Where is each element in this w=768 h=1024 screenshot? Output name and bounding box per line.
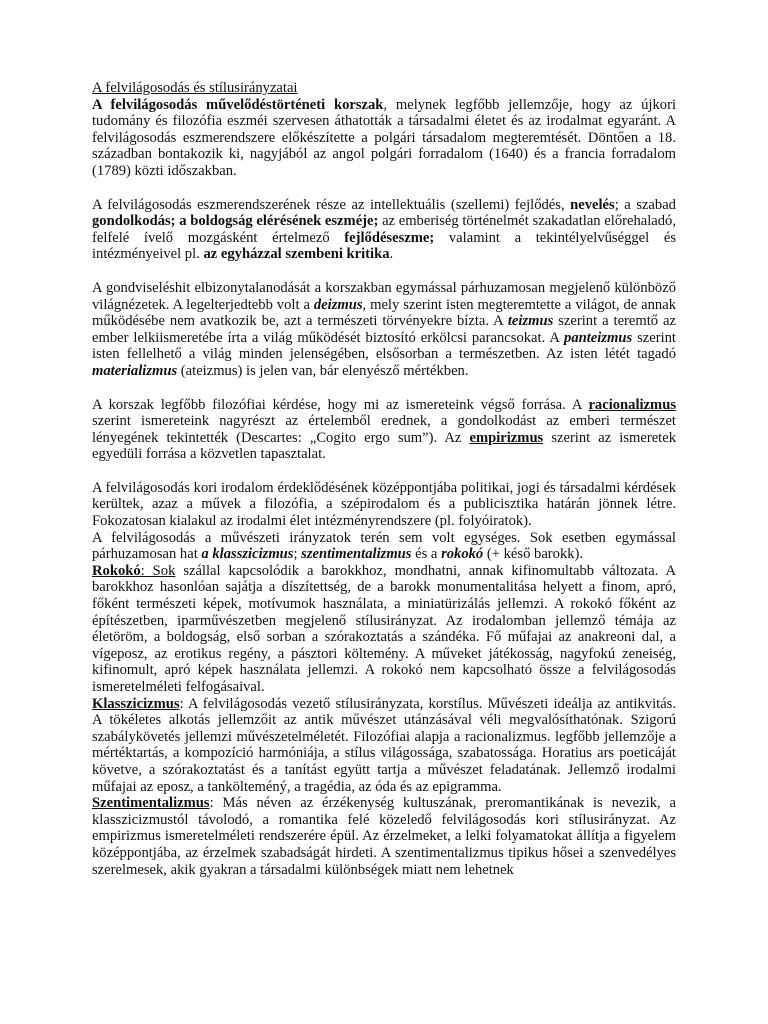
paragraph-ideas: A felvilágosodás eszmerendszerének része az intellektuális (szellemi) fejlődés, nevelés; a szabad gondolkodás; a boldogság elérésének eszméje; az emberiség történelmét szakadatlan előrehaladó, felfelé ívelő mozgásként értelmező fejlődéseszme; valamint a tekintélyelvűséggel és intézményeivel pl. az egyházzal szembeni kritika. — [92, 196, 677, 263]
paragraph-trends: A felvilágosodás a művészeti irányzatok terén sem volt egységes. Sok esetben egymással párhuzamosan hat a klasszicizmus; szentimentalizmus és a rokokó (+ késő barokk). — [92, 529, 676, 563]
paragraph-worldviews: A gondviseléshit elbizonytalanodását a korszakban egymással párhuzamosan megjelenő különböző világnézetek. A legelterjedtebb volt a deizmus, mely szerint isten megteremtette a világot, de annak működésébe nem avatkozik be, azt a természeti törvényekre bízta. A teizmus szerint a teremtő az ember lelkiismeretébe írta a világ működését biztosító erkölcsi parancsokat. A panteizmus szerint isten fellelhető a világ minden jelenségében, elsősorban a természetben. Az isten létét tagadó materializmus (ateizmus) is jelen van, bár elenyésző mértékben. — [92, 279, 677, 379]
term-deizmus: deizmus — [313, 296, 363, 313]
bold-term: az egyházzal szembeni kritika — [203, 246, 390, 263]
paragraph-philosophy: A korszak legfőbb filozófiai kérdése, hogy mi az ismereteink végső forrása. A racionalizmus szerint ismereteink nagyrészt az értelemből erednek, a gondolkodást az emberi természet lényegének tekintették (Descartes: „Cogito ergo sum”). Az empirizmus szerint az ismeretek egyedüli forrása a közvetlen tapasztalat. — [92, 396, 676, 463]
bold-term: A felvilágosodás művelődéstörténeti korszak — [92, 96, 384, 113]
term-panteizmus: panteizmus — [564, 329, 633, 346]
paragraph-literature: A felvilágosodás kori irodalom érdeklődésének középpontjába politikai, jogi és társadalmi kérdések kerültek, azaz a művek a filozófia, a szépirodalom és a publicisztika határán jönnek létre. Fokozatosan kialakul az irodalmi élet intézményrendszere (pl. folyóiratok). — [92, 479, 676, 530]
term-empirizmus: empirizmus — [469, 429, 544, 446]
term-szentimentalizmus: szentimentalizmus — [301, 546, 412, 563]
bold-term: fejlődéseszme; — [344, 229, 435, 246]
paragraph-szentimentalizmus: Szentimentalizmus: Más néven az érzékenység kultuszának, preromantikának is nevezik, a klasszicizmustól távolodó, a romantika felé közeledő felvilágosodás kori stílusirányzat. Az empirizmus ismeretelméleti rendszerére épül. Az érzelmeket, a lelki folyamatokat állítja a figyelem középpontjába, az érzelmek szabadságát hirdeti. A szentimentalizmus tipikus hősei a szenvedélyes szerelmesek, akik gyakran a társadalmi különbségek miatt nem lehetnek — [92, 795, 676, 878]
paragraph-intro: A felvilágosodás művelődéstörténeti korszak, melynek legfőbb jellemzője, hogy az újkori tudomány és filozófia eszméi szervesen áthatották a társadalmi életet és az irodalmat egyaránt. A felvilágosodás eszmerendszere előkészítette a polgári társadalom megteremtését. Döntően a 18. században bontakozik ki, nagyjából az angol polgári forradalom (1640) és a francia forradalom (1789) közti időszakban. — [92, 96, 676, 179]
section-heading-rokoko: Rokokó — [92, 562, 141, 579]
section-heading-klasszicizmus: Klasszicizmus — [92, 695, 180, 712]
paragraph-rokoko: Rokokó: Sok szállal kapcsolódik a barokkhoz, mondhatni, annak kifinomultabb változata. A barokkhoz hasonlóan sajátja a díszítettség, de a barokk monumentalitása helyett a finom, apró, főként természeti képek, motívumok használata, a miniatürizálás jellemzi. A rokokó főként az építészetben, iparművészetben megjelenő stílusirányzat. Az irodalomban jellemző témája az életöröm, a boldogság, első sorban a szórakoztatás a szándéka. Fő műfajai az anakreoni dal, a vígeposz, az erotikus regény, a pásztori költemény. A műveket játékosság, nagyfokú zeneiség, kifinomult, apró képek használata jellemzi. A rokokó nem kapcsolható össze a felvilágosodás ismeretelméleti felfogásaival. — [92, 562, 676, 695]
term-teizmus: teizmus — [507, 313, 554, 330]
document-page — [92, 80, 676, 878]
bold-term: nevelés — [570, 196, 615, 213]
term-klasszicizmus: a klasszicizmus — [201, 546, 294, 563]
document-title: A felvilágosodás és stílusirányzatai — [92, 80, 298, 96]
term-materializmus: materializmus — [92, 362, 178, 379]
paragraph-klasszicizmus: Klasszicizmus: A felvilágosodás vezető stílusirányzata, korstílus. Művészeti ideálja az antikvitás. A tökéletes alkotás jellemzőit az antik művészet utánzásával véli megvalósíthatónak. Szigorú szabálykövetés jellemzi művészetelméletét. Filozófiai alapja a racionalizmus. legfőbb jellemzője a mértéktartás, a kompozíció harmóniája, a stílus világossága, szabatossága. Horatius ars poeticáját követve, a szórakoztatást és a tanítást együtt tartja a művészet feladatának. Jellemző irodalmi műfajai az eposz, a tankölteméný, a tragédia, az óda és az epigramma. — [92, 695, 676, 795]
section-heading-szentimentalizmus: Szentimentalizmus — [92, 795, 210, 812]
term-rokoko: rokokó — [441, 546, 484, 563]
term-racionalizmus: racionalizmus — [588, 396, 676, 413]
bold-term: gondolkodás; a boldogság elérésének eszméje; — [92, 213, 379, 230]
